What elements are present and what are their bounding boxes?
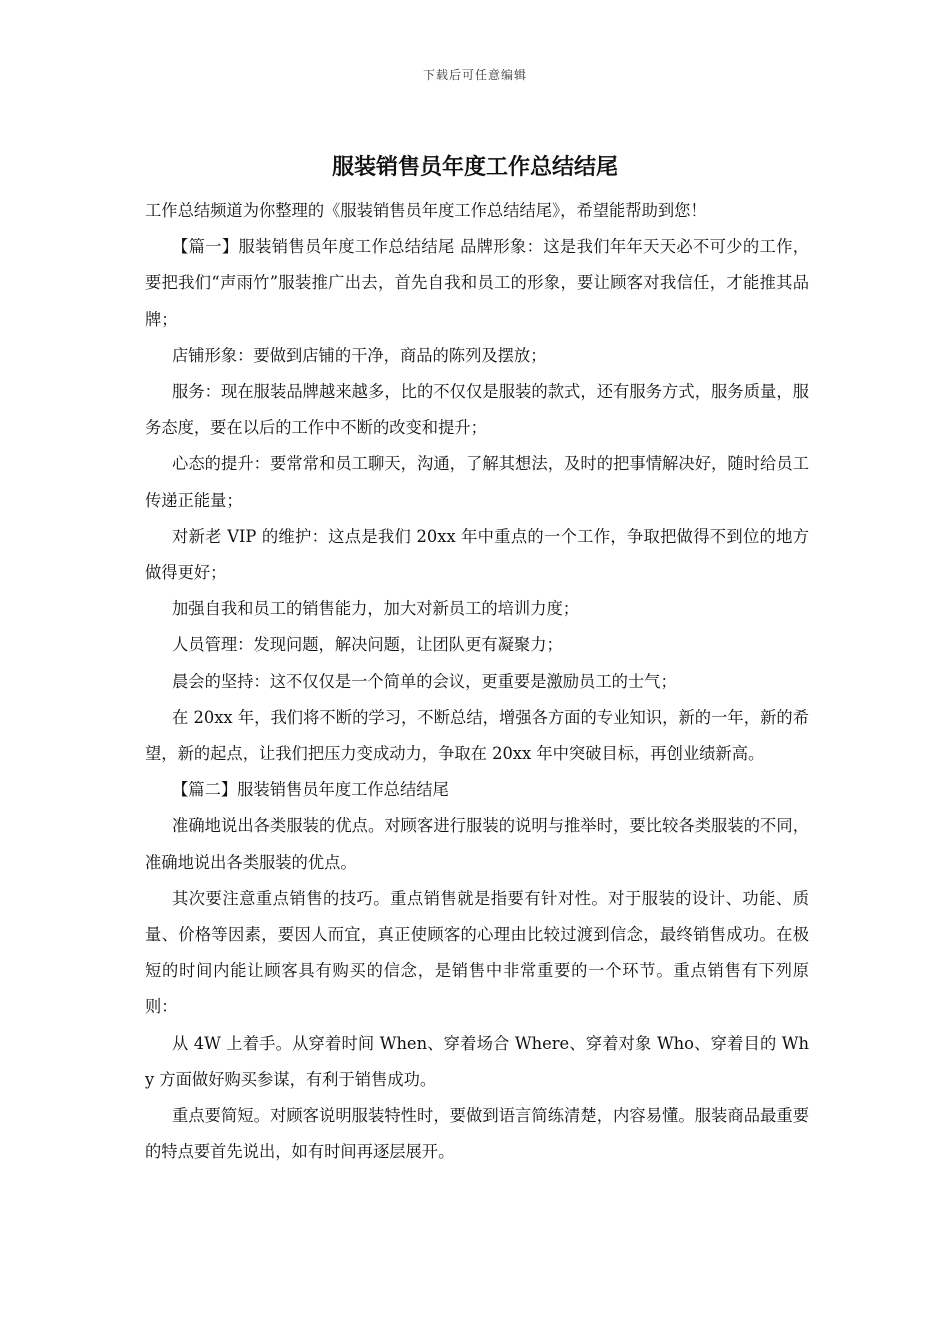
paragraph-4w: 从 4W 上着手。从穿着时间 When、穿着场合 Where、穿着对象 Who、穿着目的 Why 方面做好购买参谋，有利于销售成功。 xyxy=(145,1033,809,1089)
paragraph-brief: 重点要简短。对顾客说明服装特性时，要做到语言简练清楚，内容易懂。服装商品最重要的特点要首先说出，如有时间再逐层展开。 xyxy=(145,1106,809,1162)
paragraph-outlook: 在 20xx 年，我们将不断的学习，不断总结，增强各方面的专业知识，新的一年，新的希望，新的起点，让我们把压力变成动力，争取在 20xx 年中突破目标，再创业绩新高。 xyxy=(145,707,809,764)
document-body xyxy=(145,193,809,1170)
paragraph-part2-heading: 【篇二】服装销售员年度工作总结结尾 xyxy=(172,780,449,800)
paragraph-service: 服务：现在服装品牌越来越多，比的不仅仅是服装的款式，还有服务方式，服务质量，服务态度，要在以后的工作中不断的改变和提升； xyxy=(145,382,809,438)
header-note: 下载后可任意编辑 xyxy=(422,68,527,82)
document-title: 服装销售员年度工作总结结尾 xyxy=(331,155,618,180)
paragraph-morning-meeting: 晨会的坚持：这不仅仅是一个简单的会议，更重要是激励员工的士气； xyxy=(172,671,677,691)
paragraph-store-image: 店铺形象：要做到店铺的干净，商品的陈列及摆放； xyxy=(172,345,547,365)
paragraph-training: 加强自我和员工的销售能力，加大对新员工的培训力度； xyxy=(172,599,580,619)
paragraph-advantages: 准确地说出各类服装的优点。对顾客进行服装的说明与推举时，要比较各类服装的不同，准确地说出各类服装的优点。 xyxy=(145,816,809,872)
paragraph-intro: 工作总结频道为你整理的《服装销售员年度工作总结结尾》，希望能帮助到您！ xyxy=(145,201,707,220)
paragraph-key-selling: 其次要注意重点销售的技巧。重点销售就是指要有针对性。对于服装的设计、功能、质量、价格等因素，要因人而宜，真正使顾客的心理由比较过渡到信念，最终销售成功。在极短的时间内能让顾客具有购买的信念，是销售中非常重要的一个环节。重点销售有下列原则： xyxy=(145,888,809,1017)
paragraph-mindset: 心态的提升：要常常和员工聊天，沟通，了解其想法，及时的把事情解决好，随时给员工传递正能量； xyxy=(145,454,809,510)
paragraph-staff-management: 人员管理：发现问题，解决问题，让团队更有凝聚力； xyxy=(172,635,563,655)
paragraph-part1-brand: 【篇一】服装销售员年度工作总结结尾 品牌形象：这是我们年年天天必不可少的工作，要把我们“声雨竹”服装推广出去，首先自我和员工的形象，要让顾客对我信任，才能推其品牌； xyxy=(145,237,809,329)
paragraph-vip: 对新老 VIP 的维护：这点是我们 20xx 年中重点的一个工作，争取把做得不到位的地方做得更好； xyxy=(145,526,809,583)
